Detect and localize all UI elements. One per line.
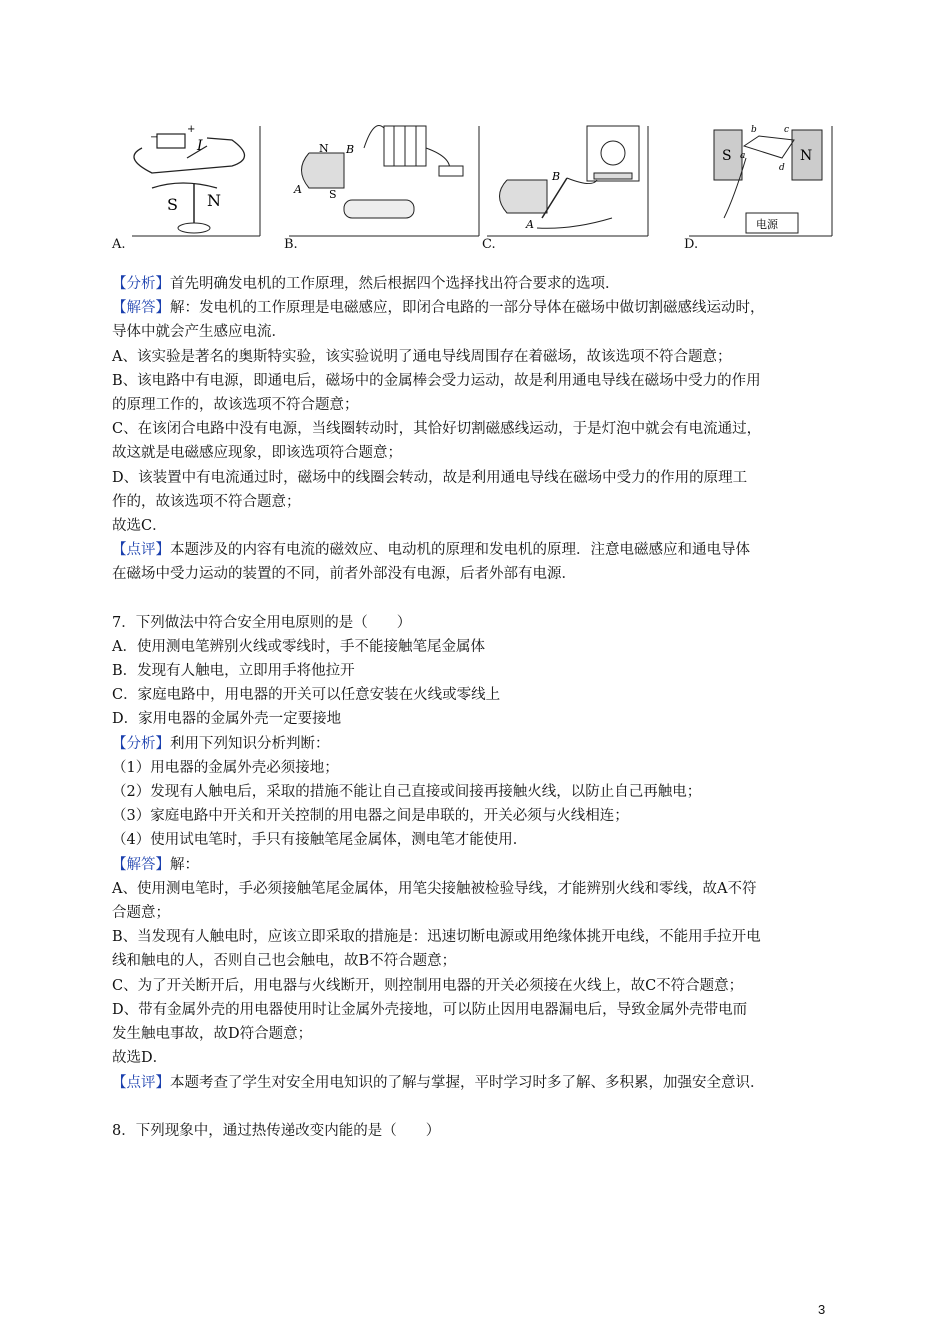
figure-a: [112, 118, 262, 258]
analysis-point: （2）发现有人触电后，采取的措施不能让自己直接或间接再接触火线，以防止自己再触电；: [112, 784, 702, 801]
motor-principle-diagram: [284, 118, 484, 243]
answer-line: D、带有金属外壳的用电器使用时让金属外壳接地，可以防止因用电器漏电后，导致金属外壳带电而: [112, 1001, 748, 1018]
answer-line: 作的，故该选项不符合题意；: [112, 493, 301, 510]
figure-c: [482, 118, 652, 258]
analysis-paragraph: 【分析】首先明确发电机的工作原理，然后根据四个选择找出符合要求的选项．: [112, 276, 620, 292]
analysis-point: （1）用电器的金属外壳必须接地；: [112, 759, 339, 776]
figure-d: [684, 118, 834, 258]
svg-text:B: B: [346, 143, 355, 156]
svg-text:I: I: [197, 138, 203, 154]
svg-text:N: N: [207, 191, 221, 210]
answer-line: 合题意；: [112, 905, 170, 922]
svg-text:c: c: [784, 125, 790, 135]
comment-paragraph: 【点评】本题涉及的内容有电流的磁效应、电动机的原理和发电机的原理．注意电磁感应和通电导体: [112, 542, 750, 559]
svg-text:d: d: [779, 163, 785, 173]
svg-text:N: N: [319, 142, 329, 155]
analysis-point: （3）家庭电路中开关和开关控制的用电器之间是串联的，开关必须与火线相连；: [112, 808, 629, 825]
coil-motor-diagram: [684, 118, 834, 243]
comment-tag: 【点评】: [112, 1074, 170, 1091]
answer-paragraph: 【解答】解：: [112, 856, 199, 873]
question-7-stem: 7．下列做法中符合安全用电原则的是（ ）: [112, 614, 412, 631]
answer-line: 导体中就会产生感应电流．: [112, 324, 286, 341]
svg-text:b: b: [751, 125, 757, 135]
comment-line: 在磁场中受力运动的装置的不同，前者外部没有电源，后者外部有电源．: [112, 566, 576, 583]
figure-a-label: A.: [112, 237, 126, 252]
answer-line: B、该电路中有电源，即通电后，磁场中的金属棒会受力运动，故是利用通电导线在磁场中受力的作用: [112, 372, 761, 389]
question-7-option: D．家用电器的金属外壳一定要接地: [112, 711, 342, 728]
figure-b-label: B.: [284, 237, 298, 252]
question-7-option: C．家庭电路中，用电器的开关可以任意安装在火线或零线上: [112, 687, 501, 704]
comment-paragraph: 【点评】本题考查了学生对安全用电知识的了解与掌握，平时学习时多了解、多积累，加强安全意识．: [112, 1074, 765, 1091]
answer-paragraph: 【解答】解：发电机的工作原理是电磁感应，即闭合电路的一部分导体在磁场中做切割磁感线运动时，: [112, 300, 765, 317]
question-8-stem: 8．下列现象中，通过热传递改变内能的是（ ）: [112, 1122, 441, 1139]
answer-tag: 【解答】: [112, 856, 170, 873]
analysis-paragraph: 【分析】利用下列知识分析判断：: [112, 735, 330, 752]
answer-line: B、当发现有人触电时，应该立即采取的措施是：迅速切断电源或用绝缘体挑开电线，不能用手拉开电: [112, 929, 761, 946]
svg-text:−: −: [150, 132, 159, 143]
svg-text:B: B: [552, 170, 561, 183]
answer-line: 故选C．: [112, 518, 167, 535]
svg-text:电源: 电源: [756, 218, 778, 231]
figure-row: [112, 118, 832, 258]
svg-text:N: N: [800, 148, 813, 164]
answer-line: 发生触电事故，故D符合题意；: [112, 1026, 313, 1043]
oersted-experiment-diagram: [112, 118, 262, 243]
svg-text:S: S: [329, 188, 337, 201]
answer-line: A、使用测电笔时，手必须接触笔尾金属体，用笔尖接触被检验导线，才能辨别火线和零线，故A不符: [112, 880, 757, 897]
answer-line: A、该实验是著名的奥斯特实验，该实验说明了通电导线周围存在着磁场，故该选项不符合题意；: [112, 348, 732, 365]
svg-text:S: S: [167, 195, 178, 214]
analysis-point: （4）使用试电笔时，手只有接触笔尾金属体，测电笔才能使用．: [112, 832, 528, 849]
answer-line: C、为了开关断开后，用电器与火线断开，则控制用电器的开关必须接在火线上，故C不符合题意；: [112, 977, 744, 994]
answer-line: D、该装置中有电流通过时，磁场中的线圈会转动，故是利用通电导线在磁场中受力的作用的原理工: [112, 469, 748, 486]
analysis-tag: 【分析】: [112, 735, 170, 752]
figure-b: [284, 118, 484, 258]
svg-text:+: +: [187, 124, 196, 135]
comment-tag: 【点评】: [112, 542, 170, 559]
question-7-option: B．发现有人触电，立即用手将他拉开: [112, 663, 355, 680]
svg-text:A: A: [526, 218, 534, 231]
figure-c-label: C.: [482, 237, 496, 252]
answer-line: 的原理工作的，故该选项不符合题意；: [112, 397, 359, 414]
figure-d-label: D.: [684, 237, 699, 252]
analysis-tag: 【分析】: [112, 276, 170, 292]
solution-text: [112, 272, 842, 1143]
answer-line: 故选D．: [112, 1050, 168, 1067]
answer-tag: 【解答】: [112, 300, 170, 317]
answer-line: 线和触电的人，否则自己也会触电，故B不符合题意；: [112, 953, 457, 970]
svg-text:A: A: [294, 183, 302, 196]
answer-line: C、在该闭合电路中没有电源，当线圈转动时，其恰好切割磁感线运动，于是灯泡中就会有电流通过，: [112, 421, 762, 438]
svg-text:S: S: [722, 148, 732, 164]
page-number: 3: [818, 1302, 826, 1317]
question-7-option: A．使用测电笔辨别火线或零线时，手不能接触笔尾金属体: [112, 638, 485, 655]
svg-text:a: a: [740, 151, 746, 161]
answer-line: 故这就是电磁感应现象，即该选项符合题意；: [112, 445, 402, 462]
electromagnetic-induction-diagram: [482, 118, 652, 243]
